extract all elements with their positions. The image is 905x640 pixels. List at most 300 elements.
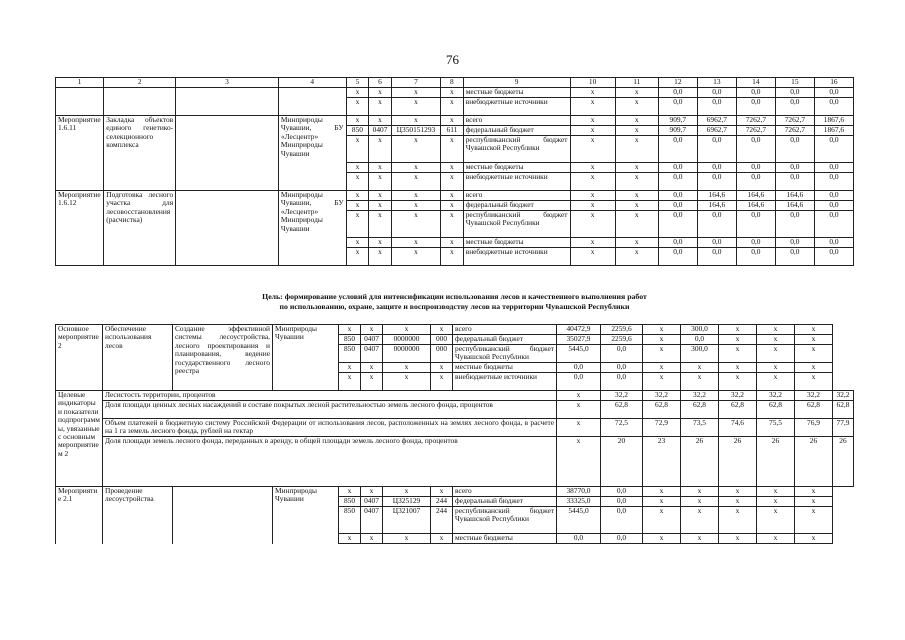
funding-source-cell: внебюджетные источники (463, 173, 570, 191)
table-cell: 164,6 (697, 191, 736, 201)
indicator-name: Доля площади земель лесного фонда, переданных в аренду, в общей площади земель лесного фонда, процентов (103, 437, 557, 487)
table-cell: 32,2 (643, 391, 681, 401)
table-cell: х (383, 487, 431, 497)
table-cell: х (369, 201, 392, 211)
table-cell: 0,0 (658, 238, 697, 248)
table-cell: 0,0 (697, 88, 736, 98)
table-cell: х (369, 173, 392, 191)
activity-name: Обеспечение использования лесов (103, 325, 173, 391)
table-cell: 0407 (361, 345, 383, 363)
table-cell: х (346, 88, 369, 98)
table-cell: х (681, 507, 719, 534)
funding-source-cell: федеральный бюджет (453, 335, 557, 345)
table-cell: х (361, 325, 383, 335)
table-row (56, 487, 854, 497)
table-cell: х (795, 345, 833, 363)
table-cell: 164,6 (697, 201, 736, 211)
program-table-lower (55, 324, 854, 544)
table-cell: 0,0 (775, 173, 814, 191)
table-cell: х (570, 136, 615, 163)
table-cell: Ц350151293 (391, 126, 440, 136)
table-cell: х (719, 345, 757, 363)
table-cell: х (383, 325, 431, 335)
activity-name: Проведение лесоустройства (103, 487, 173, 544)
table-cell: х (383, 373, 431, 391)
table-cell: х (757, 325, 795, 335)
table-cell: х (391, 191, 440, 201)
table-cell: х (719, 497, 757, 507)
table-cell: 909,7 (658, 116, 697, 126)
activity-name: Закладка объектов единого генетико-селекционного комплекса (104, 116, 176, 191)
table-cell (173, 487, 273, 544)
table-cell (176, 88, 279, 98)
table-cell: 0000000 (383, 335, 431, 345)
table-cell: х (757, 507, 795, 534)
table-cell: х (570, 248, 615, 266)
table-cell: х (643, 345, 681, 363)
table-cell: х (346, 163, 369, 173)
table-cell: х (557, 437, 601, 487)
table-cell: х (339, 363, 361, 373)
table-cell: х (441, 191, 464, 201)
table-cell: 32,2 (681, 391, 719, 401)
table-row (56, 191, 854, 201)
table-cell: х (391, 238, 440, 248)
table-cell: х (643, 497, 681, 507)
table-row (56, 116, 854, 126)
table-cell: 74,6 (719, 419, 757, 437)
table-cell: х (570, 126, 615, 136)
table-cell: х (615, 88, 658, 98)
table-cell: х (431, 487, 453, 497)
column-header: 15 (775, 78, 814, 88)
table-cell: 26 (757, 437, 795, 487)
table-cell: 6962,7 (697, 116, 736, 126)
table-cell: х (369, 163, 392, 173)
table-cell: 0,0 (557, 373, 601, 391)
table-cell: 0,0 (736, 173, 775, 191)
table-cell: х (795, 507, 833, 534)
table-row (56, 88, 854, 98)
table-cell: х (757, 363, 795, 373)
table-cell: х (570, 238, 615, 248)
funding-source-cell: республиканский бюджет Чувашской Республики (453, 507, 557, 534)
table-cell: х (757, 497, 795, 507)
table-cell: 164,6 (775, 191, 814, 201)
table-cell: 0,0 (658, 191, 697, 201)
activity-code: Мероприятие 1.6.12 (56, 191, 104, 266)
table-cell: х (557, 401, 601, 419)
indicator-row (56, 401, 854, 419)
table-cell: 0,0 (814, 173, 853, 191)
funding-source-cell: республиканский бюджет Чувашской Республики (463, 136, 570, 163)
table-cell: х (615, 173, 658, 191)
table-cell: 0,0 (775, 238, 814, 248)
table-cell: 26 (681, 437, 719, 487)
table-cell: 0407 (369, 126, 392, 136)
table-cell: х (431, 373, 453, 391)
table-cell: х (346, 98, 369, 116)
table-cell: х (719, 373, 757, 391)
table-cell: 0407 (361, 507, 383, 534)
table-cell: х (570, 163, 615, 173)
table-cell: х (391, 116, 440, 126)
table-cell: х (795, 373, 833, 391)
table-cell: 164,6 (775, 201, 814, 211)
table-cell: 850 (339, 345, 361, 363)
table-cell: 164,6 (736, 201, 775, 211)
table-cell: х (369, 98, 392, 116)
table-cell: 909,7 (658, 126, 697, 136)
table-cell: 72,9 (643, 419, 681, 437)
column-header: 6 (369, 78, 392, 88)
table-cell: 850 (339, 497, 361, 507)
table-cell: х (339, 373, 361, 391)
table-cell: х (557, 419, 601, 437)
table-cell: х (615, 211, 658, 238)
funding-source-cell: федеральный бюджет (453, 497, 557, 507)
table-cell: 38770,0 (557, 487, 601, 497)
table-cell: 2259,6 (601, 335, 643, 345)
table-cell: х (346, 116, 369, 126)
funding-source-cell: всего (463, 191, 570, 201)
table-cell: х (615, 248, 658, 266)
table-cell: х (719, 335, 757, 345)
table-cell: х (643, 325, 681, 335)
table-cell: 0,0 (814, 88, 853, 98)
table-cell: 0,0 (658, 163, 697, 173)
table-cell: х (795, 363, 833, 373)
table-cell: х (391, 98, 440, 116)
table-cell: 0,0 (557, 534, 601, 544)
table-cell: х (369, 88, 392, 98)
table-cell: х (369, 248, 392, 266)
table-cell: х (441, 173, 464, 191)
table-cell: 62,8 (601, 401, 643, 419)
table-cell: х (339, 534, 361, 544)
table-cell: х (369, 116, 392, 126)
table-cell: 35027,9 (557, 335, 601, 345)
table-cell: 0,0 (658, 201, 697, 211)
table-cell: х (615, 191, 658, 201)
table-cell: 164,6 (736, 191, 775, 201)
funding-source-cell: местные бюджеты (463, 163, 570, 173)
activity-name: Подготовка лесного участка для лесовосстановления (расчистка) (104, 191, 176, 266)
table-cell: х (681, 487, 719, 497)
table-cell: х (391, 201, 440, 211)
table-cell: х (383, 363, 431, 373)
table-cell: х (757, 487, 795, 497)
table-cell: х (346, 201, 369, 211)
table-cell: 0,0 (775, 248, 814, 266)
funding-source-cell: внебюджетные источники (463, 98, 570, 116)
column-header: 2 (104, 78, 176, 88)
indicator-name: Доля площади ценных лесных насаждений в составе покрытых лесной растительностью земель лесного фонда, процентов (103, 401, 557, 419)
table-cell: х (361, 534, 383, 544)
table-cell: 0,0 (814, 191, 853, 201)
table-cell: х (719, 363, 757, 373)
indicator-row (56, 419, 854, 437)
funding-source-cell: федеральный бюджет (463, 126, 570, 136)
table-cell: х (719, 534, 757, 544)
funding-source-cell: республиканский бюджет Чувашской Республики (463, 211, 570, 238)
table-cell: х (795, 335, 833, 345)
table-cell: х (795, 497, 833, 507)
table-cell: х (431, 325, 453, 335)
table-cell: х (757, 335, 795, 345)
column-header: 14 (736, 78, 775, 88)
table-cell: 32,2 (833, 391, 854, 401)
table-cell: 0,0 (736, 136, 775, 163)
table-cell: 62,8 (643, 401, 681, 419)
table-cell: 0,0 (557, 363, 601, 373)
table-cell: х (681, 497, 719, 507)
funding-source-cell: местные бюджеты (463, 88, 570, 98)
table-cell: х (681, 363, 719, 373)
table-cell: 33325,0 (557, 497, 601, 507)
table-cell: х (615, 116, 658, 126)
table-cell (104, 98, 176, 116)
table-cell: х (570, 201, 615, 211)
table-cell: 300,0 (681, 325, 719, 335)
table-cell: х (391, 211, 440, 238)
table-cell: 0,0 (601, 507, 643, 534)
table-cell: 32,2 (795, 391, 833, 401)
table-cell: х (643, 363, 681, 373)
table-cell: 0000000 (383, 345, 431, 363)
table-cell: 62,8 (681, 401, 719, 419)
funding-source-cell: местные бюджеты (453, 534, 557, 544)
funding-source-cell: всего (453, 325, 557, 335)
table-cell: х (441, 116, 464, 126)
table-cell: 0,0 (658, 248, 697, 266)
table-cell: х (441, 201, 464, 211)
table-cell: 0,0 (814, 211, 853, 238)
table-cell: х (441, 98, 464, 116)
indicator-name: Лесистость территории, процентов (103, 391, 557, 401)
goal-line-1: Цель: формирование условий для интенсификации использования лесов и качественного выполнения работ (262, 292, 647, 301)
table-cell: 0,0 (814, 238, 853, 248)
indicator-row (56, 437, 854, 487)
table-cell: х (361, 363, 383, 373)
table-cell: х (346, 136, 369, 163)
goal-heading (55, 292, 854, 311)
table-cell: х (441, 136, 464, 163)
table-cell: х (431, 363, 453, 373)
table-cell: 0407 (361, 497, 383, 507)
table-cell: х (339, 487, 361, 497)
table-cell: 0,0 (658, 88, 697, 98)
table-cell: х (346, 191, 369, 201)
table-cell: 32,2 (601, 391, 643, 401)
table-cell: 1867,6 (814, 116, 853, 126)
table-cell: х (361, 373, 383, 391)
table-cell: х (570, 116, 615, 126)
column-header: 8 (441, 78, 464, 88)
table-cell: х (615, 98, 658, 116)
table-cell: 0,0 (814, 201, 853, 211)
table-cell: 62,8 (757, 401, 795, 419)
table-cell: 0,0 (736, 88, 775, 98)
table-cell: х (615, 238, 658, 248)
table-cell: 7262,7 (775, 126, 814, 136)
column-header: 4 (278, 78, 346, 88)
table-cell (278, 88, 346, 98)
table-cell: 0,0 (658, 136, 697, 163)
table-cell: 0,0 (601, 534, 643, 544)
table-row (56, 98, 854, 116)
table-cell: х (369, 238, 392, 248)
column-header: 11 (615, 78, 658, 88)
column-header: 16 (814, 78, 853, 88)
activity-code: Мероприятие 1.6.11 (56, 116, 104, 191)
table-cell: х (441, 211, 464, 238)
table-cell: х (391, 88, 440, 98)
table-cell: х (557, 391, 601, 401)
table-cell: х (570, 88, 615, 98)
table-cell: 62,8 (719, 401, 757, 419)
table-cell: 72,5 (601, 419, 643, 437)
table-cell: 244 (431, 507, 453, 534)
table-cell: х (643, 487, 681, 497)
table-cell: 0,0 (697, 211, 736, 238)
table-cell: х (681, 373, 719, 391)
table-cell: 40472,9 (557, 325, 601, 335)
table-cell: х (570, 173, 615, 191)
table-cell: х (795, 325, 833, 335)
table-cell: 7262,7 (736, 126, 775, 136)
indicator-row (56, 391, 854, 401)
table-cell: х (431, 534, 453, 544)
table-cell: 0407 (361, 335, 383, 345)
table-cell: 611 (441, 126, 464, 136)
table-cell: 0,0 (601, 487, 643, 497)
table-cell: х (719, 487, 757, 497)
table-cell: 0,0 (697, 136, 736, 163)
table-cell: 0,0 (697, 248, 736, 266)
table-cell: х (441, 163, 464, 173)
table-cell: 0,0 (681, 335, 719, 345)
table-cell: х (615, 163, 658, 173)
table-cell: х (570, 98, 615, 116)
column-header: 10 (570, 78, 615, 88)
table-cell: 0,0 (814, 163, 853, 173)
header-row (56, 78, 854, 88)
table-cell: 300,0 (681, 345, 719, 363)
column-header: 13 (697, 78, 736, 88)
table-cell: х (643, 335, 681, 345)
table-cell: х (757, 345, 795, 363)
goal-line-2: по использованию, охране, защите и воспроизводству лесов на территории Чувашской Республики (279, 301, 630, 311)
table-cell: 26 (795, 437, 833, 487)
table-cell: 0,0 (775, 211, 814, 238)
table-cell: 850 (346, 126, 369, 136)
table-cell (176, 116, 279, 191)
table-cell: 5445,0 (557, 345, 601, 363)
funding-source-cell: всего (463, 116, 570, 126)
page-number: 76 (446, 52, 459, 67)
column-header: 12 (658, 78, 697, 88)
table-cell: х (369, 211, 392, 238)
funding-source-cell: местные бюджеты (463, 238, 570, 248)
table-cell: х (361, 487, 383, 497)
table-cell: 850 (339, 507, 361, 534)
table-cell (104, 88, 176, 98)
table-cell: х (643, 507, 681, 534)
table-cell: х (643, 534, 681, 544)
table-cell: 32,2 (719, 391, 757, 401)
table-cell: х (719, 507, 757, 534)
activity-code: Мероприятие 2.1 (56, 487, 103, 544)
column-header: 1 (56, 78, 104, 88)
table-cell: 62,8 (795, 401, 833, 419)
table-cell: х (369, 136, 392, 163)
table-cell: 0,0 (697, 238, 736, 248)
table-cell: 0,0 (697, 173, 736, 191)
column-header: 5 (346, 78, 369, 88)
funding-source-cell: республиканский бюджет Чувашской Республики (453, 345, 557, 363)
table-cell: х (795, 487, 833, 497)
table-cell: х (643, 373, 681, 391)
table-cell: х (681, 534, 719, 544)
table-cell: 76,9 (795, 419, 833, 437)
program-table-upper (55, 77, 854, 266)
funding-source-cell: местные бюджеты (453, 363, 557, 373)
table-cell: х (615, 126, 658, 136)
indicators-label: Целевые индикаторы и показатели подпрограммы, увязанные с основным мероприятием 2 (56, 391, 103, 487)
table-cell: 0,0 (736, 238, 775, 248)
table-cell: х (346, 173, 369, 191)
table-cell: 5445,0 (557, 507, 601, 534)
table-cell: 0,0 (775, 136, 814, 163)
table-cell: х (346, 248, 369, 266)
table-cell: 0,0 (814, 248, 853, 266)
table-cell: 1867,6 (814, 126, 853, 136)
table-cell: 26 (719, 437, 757, 487)
table-cell: 0,0 (601, 373, 643, 391)
table-cell: х (383, 534, 431, 544)
funding-source-cell: внебюджетные источники (453, 373, 557, 391)
table-cell (56, 88, 104, 98)
table-cell: 2259,6 (601, 325, 643, 335)
column-header: 9 (463, 78, 570, 88)
table-cell: 0,0 (601, 497, 643, 507)
table-cell (176, 191, 279, 266)
table-cell: х (441, 238, 464, 248)
table-cell: х (570, 211, 615, 238)
table-cell: х (346, 211, 369, 238)
table-cell: 850 (339, 335, 361, 345)
table-cell: 0,0 (697, 163, 736, 173)
table-cell: 7262,7 (775, 116, 814, 126)
table-cell: 0,0 (775, 88, 814, 98)
table-cell: 000 (431, 345, 453, 363)
table-cell: х (615, 136, 658, 163)
table-cell: 0,0 (814, 136, 853, 163)
table-cell: Ц321007 (383, 507, 431, 534)
table-cell: 6962,7 (697, 126, 736, 136)
table-cell: 0,0 (601, 363, 643, 373)
table-cell: 0,0 (736, 248, 775, 266)
responsible-executor: Минприроды Чувашии, БУ «Лесцентр» Минприроды Чувашии (278, 116, 346, 191)
table-cell: х (391, 173, 440, 191)
table-cell: 0,0 (601, 345, 643, 363)
table-cell: х (391, 163, 440, 173)
table-cell: х (369, 191, 392, 201)
table-cell: 7262,7 (736, 116, 775, 126)
table-cell: 73,5 (681, 419, 719, 437)
responsible-executor: Минприроды Чувашии (273, 487, 339, 544)
